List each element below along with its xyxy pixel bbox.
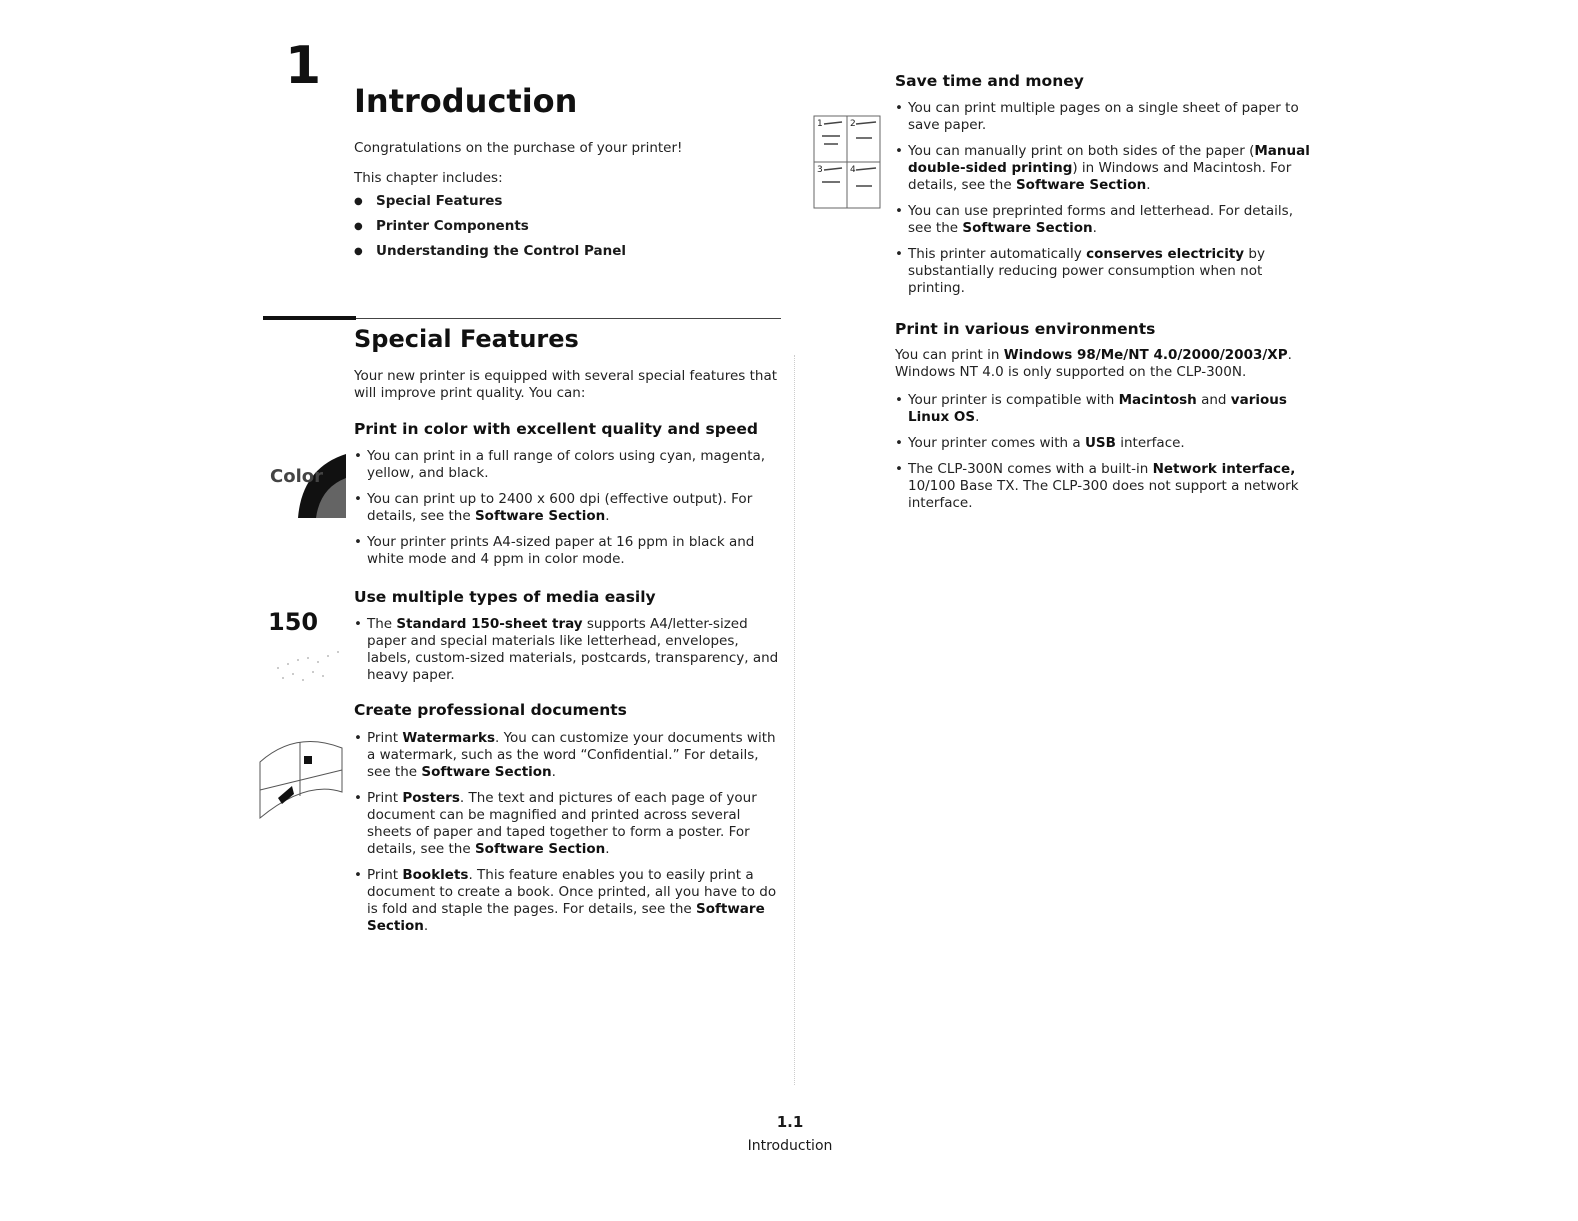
color-bullet-speed: • Your printer prints A4-sized paper at 16 ppm in black and white mode and 4 ppm in color mode. (354, 534, 779, 568)
color-bullet-range: • You can print in a full range of colors using cyan, magenta, yellow, and black. (354, 448, 779, 482)
color-icon (268, 448, 350, 518)
color-bullet-dpi: • You can print up to 2400 x 600 dpi (effective output). For details, see the Software Section. (354, 491, 779, 525)
svg-text:1: 1 (817, 119, 823, 129)
svg-text:4: 4 (850, 165, 856, 175)
docs-section-title: Create professional documents (354, 701, 627, 719)
column-divider (794, 355, 795, 1085)
save-bullet-electricity: • This printer automatically conserves electricity by substantially reducing power consumption when not printing. (895, 246, 1320, 297)
color-bullets (354, 448, 779, 577)
chapter-number: 1 (285, 36, 322, 96)
congrats-text: Congratulations on the purchase of your printer! (354, 140, 683, 156)
docs-bullets (354, 730, 779, 944)
page-number: 1.1 (776, 1113, 804, 1131)
chapter-toc (354, 193, 754, 268)
media-bullet-tray: • The Standard 150-sheet tray supports A4/letter-sized paper and special materials like letterhead, envelopes, labels, custom-sized materials, postcards, transparency, and heavy paper. (354, 616, 779, 684)
env-bullets (895, 392, 1320, 521)
docs-bullet-posters: • Print Posters. The text and pictures of each page of your document can be magnified and printed across several sheets of paper and taped together to form a poster. For details, see the Software Section. (354, 790, 779, 858)
paper-tray-icon-label: 150 (268, 608, 319, 636)
special-features-title: Special Features (354, 325, 579, 353)
env-bullet-usb: • Your printer comes with a USB interface. (895, 435, 1320, 452)
toc-item-printer-components[interactable]: ● Printer Components (354, 218, 754, 243)
save-bullet-multi-page: • You can print multiple pages on a single sheet of paper to save paper. (895, 100, 1320, 134)
multi-page-icon (810, 108, 890, 218)
save-bullet-preprinted: • You can use preprinted forms and letterhead. For details, see the Software Section. (895, 203, 1320, 237)
env-section-title: Print in various environments (895, 320, 1156, 338)
media-bullets (354, 616, 779, 693)
media-section-title: Use multiple types of media easily (354, 588, 656, 606)
svg-text:2: 2 (850, 119, 856, 129)
color-section-title: Print in color with excellent quality and speed (354, 420, 758, 438)
save-section-title: Save time and money (895, 72, 1084, 90)
color-icon-label: Color (270, 466, 323, 487)
env-bullet-compat: • Your printer is compatible with Macintosh and various Linux OS. (895, 392, 1320, 426)
docs-bullet-watermarks: • Print Watermarks. You can customize your documents with a watermark, such as the word “Confidential.” For details, see the Software Section. (354, 730, 779, 781)
toc-item-control-panel[interactable]: ● Understanding the Control Panel (354, 243, 754, 268)
poster-icon (256, 732, 348, 822)
toc-item-special-features[interactable]: ● Special Features (354, 193, 754, 218)
includes-text: This chapter includes: (354, 170, 503, 186)
save-bullets (895, 100, 1320, 306)
chapter-title: Introduction (354, 82, 578, 120)
env-paragraph: You can print in Windows 98/Me/NT 4.0/2000/2003/XP. Windows NT 4.0 is only supported on the CLP-300N. (895, 347, 1292, 380)
svg-text:3: 3 (817, 165, 823, 175)
paper-tray-icon (268, 610, 348, 690)
docs-bullet-booklets: • Print Booklets. This feature enables you to easily print a document to create a book. Once printed, all you have to do is fold and staple the pages. For details, see the Software Section. (354, 867, 779, 935)
section-divider-thick (263, 316, 356, 320)
footer-chapter-label: Introduction (747, 1138, 833, 1154)
env-bullet-network: • The CLP-300N comes with a built-in Network interface, 10/100 Base TX. The CLP-300 does not support a network interface. (895, 461, 1320, 512)
section-divider-thin (356, 318, 781, 319)
special-features-intro: Your new printer is equipped with several special features that will improve print quality. You can: (354, 368, 778, 401)
save-bullet-duplex: • You can manually print on both sides of the paper (Manual double-sided printing) in Windows and Macintosh. For details, see the Software Section. (895, 143, 1320, 194)
